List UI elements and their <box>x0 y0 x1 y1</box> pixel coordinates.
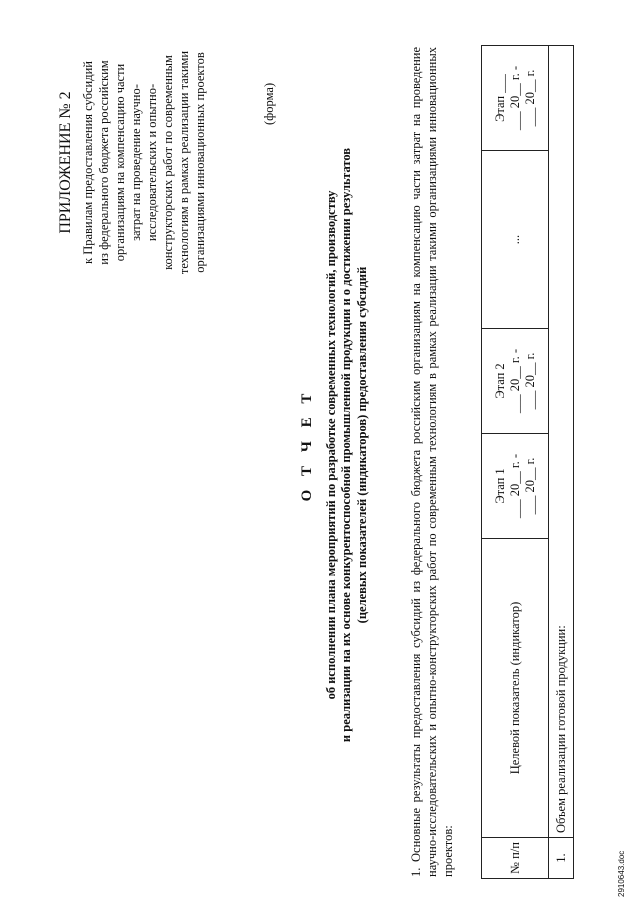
appendix-line: организациями инновационных проектов <box>193 52 207 273</box>
appendix-line: организациям на компенсацию части <box>113 63 127 262</box>
stage-label: Этап 1 <box>492 468 507 504</box>
report-subtitle-line: и реализации на их основе конкурентоспособной промышленной продукции и о достижении результатов <box>339 147 353 743</box>
report-subtitle-line: (целевых показателей (индикаторов) предоставления субсидий <box>354 266 369 624</box>
row-num: 1. <box>549 838 574 879</box>
stage-label: Этап 2 <box>492 363 507 399</box>
stage-end: ___ 20__ г. <box>522 69 537 127</box>
report-subtitle-line: об исполнении плана мероприятий по разработке современных технологий, производству <box>323 190 338 700</box>
intro-paragraph: 1. Основные результаты предоставления субсидий из федерального бюджета российским организациям на компенсацию части затрат на проведение научно-исследовательских и опытно-конструкторских работ по современным технологиям в рамках реализации такими организациями инновационных проектов: <box>409 47 455 877</box>
appendix-line: технологиям в рамках реализации такими <box>177 50 191 275</box>
table-header-row <box>482 46 549 879</box>
appendix-block <box>58 40 208 285</box>
stage-end: ___ 20__ г. <box>522 352 537 410</box>
stage-label: Этап ___ <box>492 74 507 122</box>
appendix-line: к Правилам предоставления субсидий <box>81 61 95 264</box>
row-text: Объем реализации готовой продукции: <box>549 46 574 838</box>
report-title-block <box>300 45 370 845</box>
doc-filename: 2910643.doc <box>617 850 626 897</box>
appendix-line: затрат на проведение научно- <box>129 84 143 241</box>
table-row <box>549 46 574 879</box>
header-num: № п/п <box>482 838 549 879</box>
stage-start: ___ 20__ г. - <box>507 65 522 131</box>
results-table <box>481 45 574 879</box>
header-indicator: Целевой показатель (индикатор) <box>482 539 549 838</box>
stage-end: ___ 20__ г. <box>522 457 537 515</box>
header-stage-n <box>482 46 549 151</box>
header-stage-2 <box>482 329 549 434</box>
stage-start: ___ 20__ г. - <box>507 348 522 414</box>
appendix-line: конструкторских работ по современным <box>161 55 175 270</box>
stage-start: ___ 20__ г. - <box>507 453 522 519</box>
appendix-header: ПРИЛОЖЕНИЕ № 2 <box>57 91 74 234</box>
header-ellipsis: ... <box>482 151 549 329</box>
report-title: О Т Ч Е Т <box>299 388 315 502</box>
appendix-line: исследовательских и опытно- <box>145 83 159 242</box>
appendix-line: из федерального бюджета российским <box>97 60 111 265</box>
form-label: (форма) <box>262 82 276 125</box>
header-stage-1 <box>482 434 549 539</box>
